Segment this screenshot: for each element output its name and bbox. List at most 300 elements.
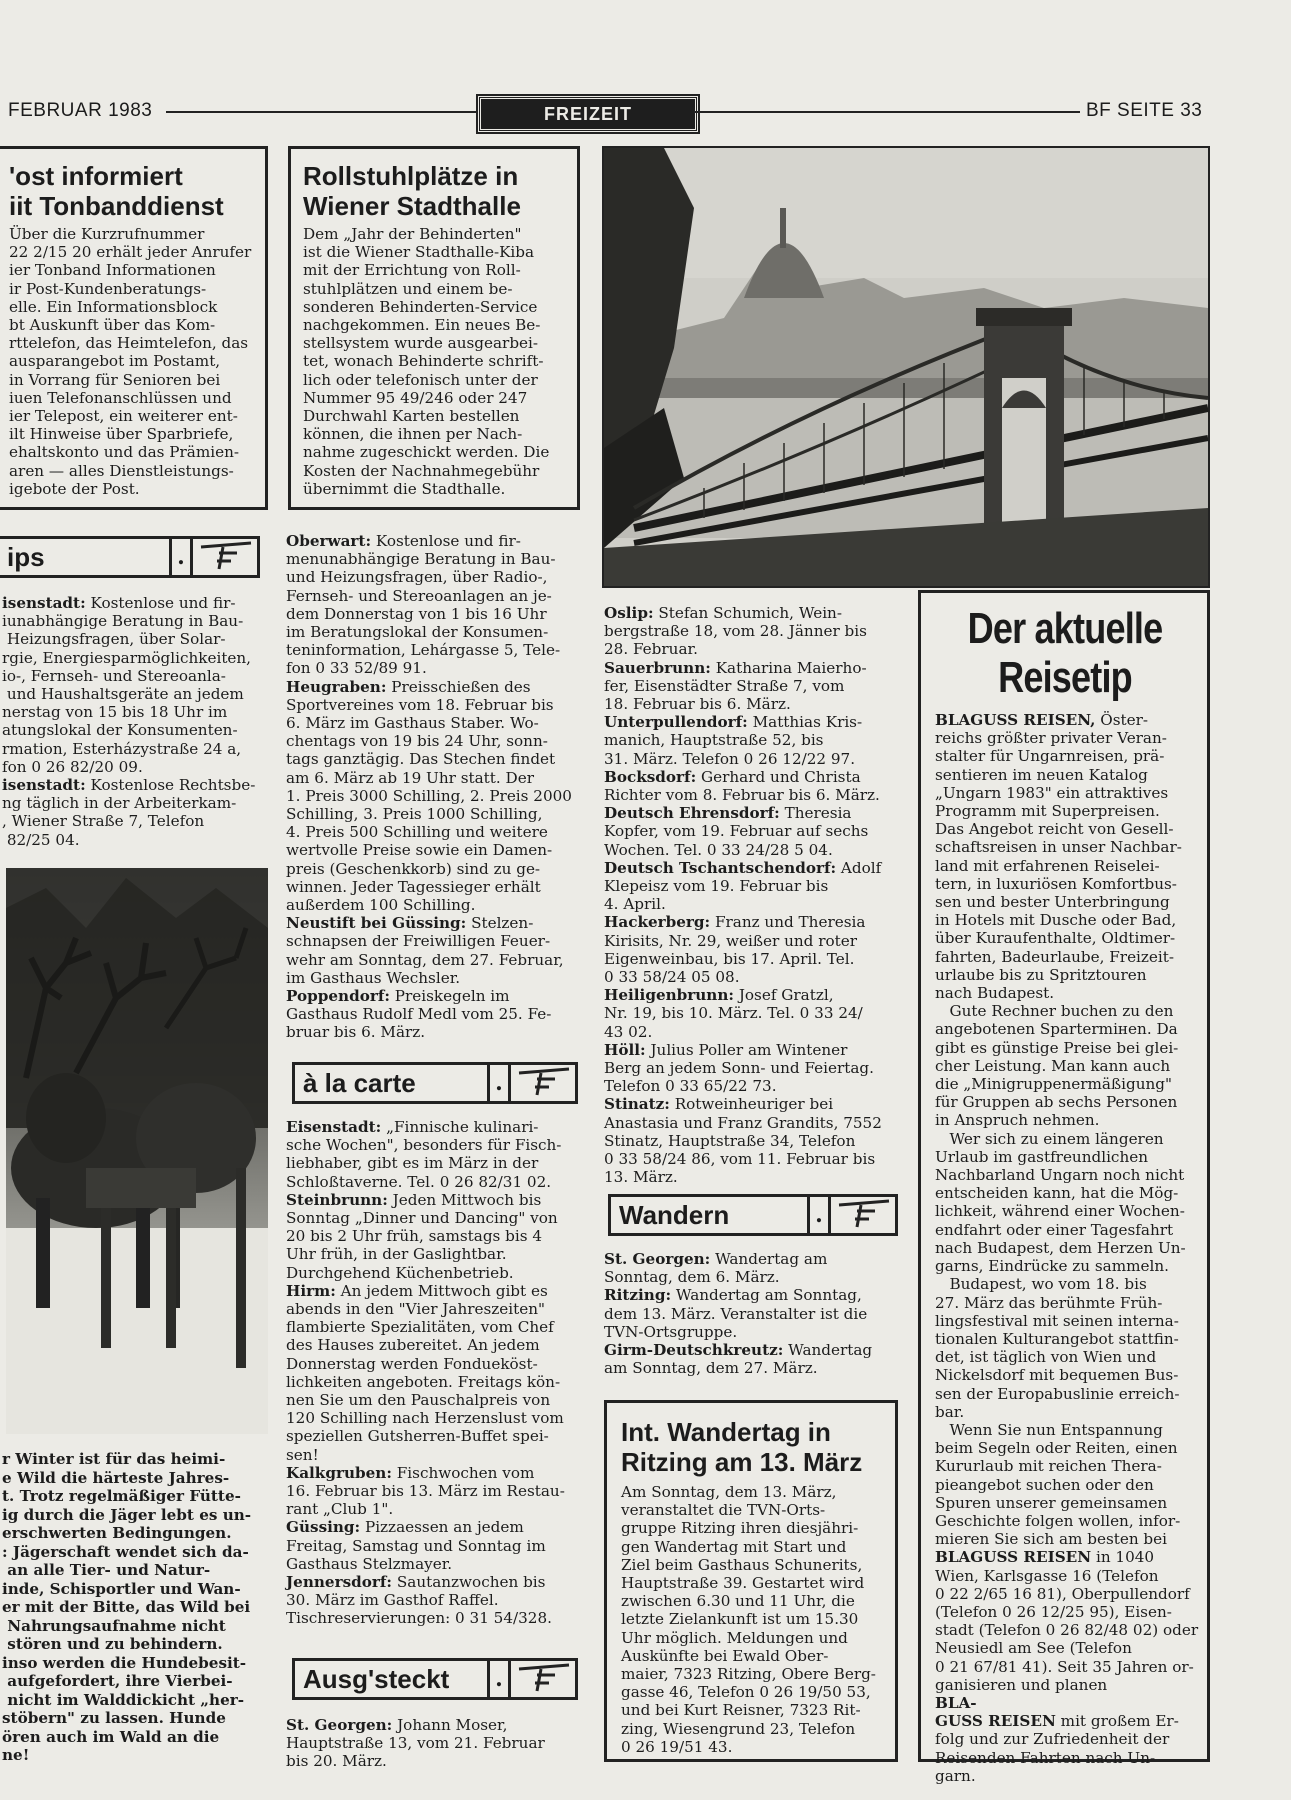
col3-line xyxy=(604,1041,898,1059)
col3-line xyxy=(604,695,898,713)
line-text: Pizzaessen an jedem xyxy=(360,1518,524,1537)
line-text: nen Sie um den Pauschalpreis von xyxy=(286,1391,551,1410)
line-text: atungslokal der Konsumenten- xyxy=(2,721,238,740)
col2-line xyxy=(286,787,580,805)
line-text: Wandertag am Sonntag, xyxy=(671,1286,862,1305)
col2-line xyxy=(286,678,580,696)
reisetip-line xyxy=(935,747,1195,765)
line-text: Neusiedl am See (Telefon xyxy=(935,1639,1132,1658)
header-date: FEBRUAR 1983 xyxy=(8,100,153,121)
line-text: 20 bis 2 Uhr früh, samstags bis 4 xyxy=(286,1227,543,1246)
col2-line xyxy=(286,1005,580,1023)
wandern-line xyxy=(604,1268,898,1286)
place-name: Unterpullendorf: xyxy=(604,713,748,732)
intwandertag-line: gasse 46, Telefon 0 26 19/50 53, xyxy=(621,1683,871,1702)
reisetip-line xyxy=(935,820,1195,838)
col2-line xyxy=(286,550,580,568)
place-name: Girm-Deutschkreutz: xyxy=(604,1341,784,1360)
col3-line xyxy=(604,731,898,749)
line-text: die „Minigruppenermäßigung" xyxy=(935,1075,1172,1094)
post-line: ier Telepost, ein weiterer ent- xyxy=(9,407,238,426)
deer-caption-line: : Jägerschaft wendet sich da- xyxy=(2,1542,249,1561)
deer-caption-line: stöbern" zu lassen. Hunde xyxy=(2,1709,226,1727)
line-text: speziellen Gutsherren-Buffet spei- xyxy=(286,1427,549,1446)
line-text: Sonntag, dem 6. März. xyxy=(604,1268,780,1287)
rollstuhl-line: Durchwahl Karten bestellen xyxy=(303,407,520,426)
deer-caption-line: erschwerten Bedingungen. xyxy=(2,1524,232,1542)
col2-line xyxy=(286,605,580,623)
line-text: Das Angebot reicht von Gesell- xyxy=(935,820,1174,839)
line-text: schnapsen der Freiwilligen Feuer- xyxy=(286,932,551,951)
col3-line xyxy=(604,1059,898,1077)
tips-line xyxy=(2,594,268,612)
line-text: in Hotels mit Dusche oder Bad, xyxy=(935,911,1177,930)
rollstuhl-line: stellsystem wurde ausgearbei- xyxy=(303,334,539,353)
line-text: sentieren im neuen Katalog xyxy=(935,765,1148,784)
reisetip-line xyxy=(935,1621,1199,1640)
rubric-dot-icon: . xyxy=(495,1070,503,1096)
line-text: Urlaub im gastfreundlichen xyxy=(935,1147,1148,1166)
line-text: abends in den "Vier Jahreszeiten" xyxy=(286,1300,545,1319)
col2-line xyxy=(286,805,580,823)
intwandertag-line: und bei Kurt Reisner, 7323 Rit- xyxy=(621,1701,861,1720)
rubric-dot-icon: . xyxy=(815,1202,823,1228)
line-text: Donnerstag werden Fondueköst- xyxy=(286,1354,538,1373)
rollstuhl-line: sonderen Behinderten-Service xyxy=(303,297,538,316)
line-text: sen der Europabuslinie erreich- xyxy=(935,1384,1180,1403)
line-text: Geschichte folgen wollen, infor- xyxy=(935,1511,1181,1530)
carte-line xyxy=(286,1264,580,1282)
col2-line xyxy=(286,696,580,714)
reisetip-line xyxy=(935,1002,1195,1020)
tips-line xyxy=(2,776,268,794)
tips-line xyxy=(2,649,268,667)
rollstuhl-line: tet, wonach Behinderte schrift- xyxy=(303,352,544,371)
place-name: BLAGUSS REISEN xyxy=(935,1548,1092,1567)
col3-line xyxy=(604,877,898,895)
col3-line xyxy=(604,822,898,840)
line-text: (Telefon 0 26 12/25 95), Eisen- xyxy=(935,1602,1172,1621)
reisetip-line xyxy=(935,1548,1195,1566)
line-text: Kostenlose und fir- xyxy=(371,532,521,550)
line-text: Wochen. Tel. 0 33 24/28 5 04. xyxy=(604,840,833,859)
line-text: Richter vom 8. Februar bis 6. März. xyxy=(604,786,880,805)
wandern-line xyxy=(604,1359,898,1377)
post-line: ier Tonband Informationen xyxy=(9,261,216,280)
deer-photo xyxy=(6,868,268,1434)
col3-line xyxy=(604,986,898,1004)
deer-caption-line: stören und zu behindern. xyxy=(2,1635,223,1653)
line-text: für Gruppen ab sechs Personen xyxy=(935,1093,1178,1112)
line-text: Jeden Mittwoch bis xyxy=(387,1190,542,1209)
rollstuhl-headline-line2: Wiener Stadthalle xyxy=(303,191,521,221)
line-text: Programm mit Superpreisen. xyxy=(935,802,1160,821)
deer-caption-line: nicht im Walddickicht „her- xyxy=(2,1690,245,1709)
intwandertag-line: maier, 7323 Ritzing, Obere Berg- xyxy=(621,1665,876,1684)
post-headline-line2: iit Tonbanddienst xyxy=(9,191,224,221)
line-text: lingsfestival mit seinen interna- xyxy=(935,1311,1179,1330)
tips-rubric-label: ips xyxy=(7,541,45,572)
place-name: Deutsch Ehrensdorf: xyxy=(604,804,780,823)
line-text: fer, Eisenstädter Straße 7, vom xyxy=(604,676,845,695)
reisetip-line xyxy=(935,1421,1195,1439)
reisetip-line xyxy=(935,1330,1195,1348)
line-text: mieren Sie sich am besten bei xyxy=(935,1530,1168,1549)
line-text: garn. xyxy=(935,1766,976,1785)
deer-caption-line: e Wild die härteste Jahres- xyxy=(2,1468,230,1487)
rollstuhl-headline-line1: Rollstuhlplätze in xyxy=(303,161,519,191)
reisetip-line xyxy=(935,838,1195,856)
col3-line xyxy=(604,659,898,677)
col3-line xyxy=(604,968,898,986)
col3-line xyxy=(604,804,898,822)
line-text: Josef Gratzl, xyxy=(734,986,834,1005)
post-line: igebote der Post. xyxy=(9,479,140,498)
intwandertag-line: letzte Zielankunft ist um 15.30 xyxy=(621,1610,859,1629)
line-text: Heizungsfragen, über Solar- xyxy=(2,630,226,649)
reisetip-line xyxy=(935,1312,1195,1330)
line-text: tags ganztägig. Das Stechen findet xyxy=(286,750,556,769)
rollstuhl-line: nachgekommen. Ein neues Be- xyxy=(303,316,541,335)
col3-line xyxy=(604,1114,898,1132)
line-text: Gasthaus Rudolf Medl vom 25. Fe- xyxy=(286,1005,552,1024)
line-text: Wandertag xyxy=(783,1341,873,1360)
carte-line xyxy=(286,1118,580,1136)
reisetip-line xyxy=(935,984,1195,1002)
ausgsteckt-line xyxy=(286,1734,580,1752)
reisetip-line xyxy=(935,929,1195,947)
pointing-hand-icon xyxy=(511,1065,575,1101)
col3-line xyxy=(604,950,898,968)
deer-caption xyxy=(2,1450,264,1765)
line-text: lichkeiten angeboten. Freitags kön- xyxy=(286,1372,561,1391)
col2-line xyxy=(286,841,580,859)
line-text: folg und zur Zufriedenheit der xyxy=(935,1730,1170,1749)
line-text: iunabhängige Beratung in Bau- xyxy=(2,612,244,631)
line-text: Wer sich zu einem längeren xyxy=(935,1129,1164,1148)
col3-line xyxy=(604,1095,898,1113)
reisetip-line xyxy=(935,1403,1195,1421)
place-name: St. Georgen: xyxy=(286,1716,393,1734)
intwandertag-line: Hauptstraße 39. Gestartet wird xyxy=(621,1574,865,1593)
wandern-line xyxy=(604,1305,898,1323)
tips-line xyxy=(2,812,268,830)
reisetip-line xyxy=(935,1603,1195,1621)
col3-line xyxy=(604,604,898,622)
intwandertag-line: zing, Wiesengrund 23, Telefon xyxy=(621,1719,856,1738)
wandern-line xyxy=(604,1341,898,1359)
deer-caption-line: an alle Tier- und Natur- xyxy=(2,1561,211,1579)
line-text: tionalen Kulturangebot stattfin- xyxy=(935,1329,1179,1348)
rollstuhl-line: übernimmt die Stadthalle. xyxy=(303,479,506,498)
line-text: dem Donnerstag von 1 bis 16 Uhr xyxy=(286,604,547,623)
deer-caption-line: Nahrungsaufnahme nicht xyxy=(2,1616,226,1635)
col2-line xyxy=(286,823,580,841)
line-text: winnen. Jeder Tagessieger erhält xyxy=(286,877,541,896)
line-text: Schloßtaverne. Tel. 0 26 82/31 02. xyxy=(286,1172,552,1191)
line-text: 0 22 2/65 16 81), Oberpullendorf xyxy=(935,1584,1190,1603)
reisetip-line xyxy=(935,1439,1195,1457)
col2-line xyxy=(286,568,580,586)
line-text: garns, Eindrücke zu sammeln. xyxy=(935,1257,1169,1276)
line-text: lichkeit, während einer Wochen- xyxy=(935,1202,1185,1221)
line-text: ng täglich in der Arbeiterkam- xyxy=(2,794,237,813)
line-text: manich, Hauptstraße 52, bis xyxy=(604,731,824,750)
carte-line xyxy=(286,1191,580,1209)
col2-line xyxy=(286,1023,580,1041)
reisetip-line xyxy=(935,1530,1195,1548)
line-text: bruar bis 6. März. xyxy=(286,1023,426,1042)
place-name: Oberwart: xyxy=(286,532,372,550)
carte-rubric-label: à la carte xyxy=(303,1067,416,1098)
reisetip-line xyxy=(935,1694,1195,1712)
deer-caption-line: er mit der Bitte, das Wild bei xyxy=(2,1598,251,1616)
line-text: bergstraße 18, vom 28. Jänner bis xyxy=(604,622,867,641)
post-line: aren — alles Dienstleistungs- xyxy=(9,461,234,480)
carte-line xyxy=(286,1355,580,1373)
line-text: Preisschießen des xyxy=(386,677,531,696)
line-text: Kostenlose und fir- xyxy=(85,594,236,612)
col2-line xyxy=(286,641,580,659)
line-text: Nickelsdorf mit bequemen Bus- xyxy=(935,1366,1179,1385)
carte-line xyxy=(286,1391,580,1409)
line-text: Gerhard und Christa xyxy=(696,767,861,786)
line-text: Gasthaus Stelzmayer. xyxy=(286,1554,453,1573)
line-text: rmation, Esterházystraße 24 a, xyxy=(2,739,242,758)
col3-line xyxy=(604,1168,898,1186)
reisetip-body xyxy=(935,711,1199,1785)
carte-line xyxy=(286,1482,580,1500)
reisetip-line xyxy=(935,784,1195,802)
col3-line xyxy=(604,640,898,658)
reisetip-line xyxy=(935,1239,1195,1257)
line-text: ganisieren und planen xyxy=(935,1675,1113,1694)
place-name: Poppendorf: xyxy=(286,987,390,1006)
wandern-line xyxy=(604,1286,898,1304)
ausgsteckt-rubric-label: Ausg'steckt xyxy=(303,1663,450,1694)
col2-line xyxy=(286,878,580,896)
carte-line xyxy=(286,1591,580,1609)
post-line: in Vorrang für Senioren bei xyxy=(9,370,221,389)
reisetip-line xyxy=(935,1093,1195,1111)
ausgsteckt-line xyxy=(286,1752,580,1770)
place-name: Höll: xyxy=(604,1040,646,1059)
line-text: 18. Februar bis 6. März. xyxy=(604,695,791,714)
reisetip-line xyxy=(935,948,1195,966)
post-body xyxy=(9,225,255,498)
line-text: gibt es günstige Preise bei glei- xyxy=(935,1038,1179,1057)
line-text: Schilling, 3. Preis 1000 Schilling, xyxy=(286,805,543,824)
place-name: Heiligenbrunn: xyxy=(604,986,734,1005)
line-text: Tischreservierungen: 0 31 54/328. xyxy=(286,1609,552,1628)
reisetip-headline-line2: Reisetip xyxy=(998,653,1132,702)
deer-caption-line: t. Trotz regelmäßiger Fütte- xyxy=(2,1487,241,1505)
line-text: preis (Geschenkkorb) sind zu ge- xyxy=(286,859,541,878)
line-text: endfahrt oder einer Tagesfahrt xyxy=(935,1220,1174,1239)
intwandertag-line: Uhr möglich. Meldungen und xyxy=(621,1628,848,1647)
line-text: Budapest, wo vom 18. bis xyxy=(935,1275,1147,1294)
line-text: Rotweinheuriger bei xyxy=(669,1095,834,1114)
place-name: isenstadt: xyxy=(2,594,86,612)
reisetip-line xyxy=(935,1348,1195,1366)
col3-line xyxy=(604,1132,898,1150)
carte-line xyxy=(286,1209,580,1227)
intwandertag-line: Am Sonntag, dem 13. März, xyxy=(621,1483,837,1501)
reisetip-line xyxy=(935,1366,1195,1384)
reisetip-line xyxy=(935,802,1195,820)
post-line: ir Post-Kundenberatungs- xyxy=(9,279,207,298)
line-text: nach Budapest. xyxy=(935,984,1055,1003)
line-text: Adolf xyxy=(836,858,882,877)
line-text: Johann Moser, xyxy=(392,1716,508,1734)
carte-line xyxy=(286,1537,580,1555)
line-text: sen und bester Unterbringung xyxy=(935,893,1170,912)
line-text: nach Budapest, dem Herzen Un- xyxy=(935,1238,1186,1257)
carte-line xyxy=(286,1300,580,1318)
line-text: Franz und Theresia xyxy=(710,913,866,932)
line-text: und Heizungsfragen, über Radio-, xyxy=(286,568,548,587)
reisetip-headline-line1: Der aktuelle xyxy=(967,604,1163,653)
carte-line xyxy=(286,1245,580,1263)
reisetip-line xyxy=(935,1585,1195,1603)
line-text: des Hauses zubereitet. An jedem xyxy=(286,1336,540,1355)
reisetip-line xyxy=(935,1385,1195,1403)
place-name: BLAGUSS REISEN, xyxy=(935,711,1096,729)
deer-caption-line: inso werden die Hundebesit- xyxy=(2,1653,247,1672)
carte-line xyxy=(286,1500,580,1518)
tips-line xyxy=(2,703,268,721)
place-name: Sauerbrunn: xyxy=(604,658,711,677)
carte-line xyxy=(286,1555,580,1573)
place-name: Ritzing: xyxy=(604,1286,672,1305)
reisetip-line xyxy=(935,1057,1195,1075)
place-name: Eisenstadt: xyxy=(286,1118,382,1136)
col2-line xyxy=(286,714,580,732)
line-text: Kirisits, Nr. 29, weißer und roter xyxy=(604,931,857,950)
reisetip-line xyxy=(935,1749,1195,1767)
line-text: cher Leistung. Man kann auch xyxy=(935,1056,1171,1075)
line-text: 31. März. Telefon 0 26 12/22 97. xyxy=(604,749,856,768)
col2-line xyxy=(286,914,580,932)
reisetip-line xyxy=(935,1294,1195,1312)
line-text: am Sonntag, dem 27. März. xyxy=(604,1359,818,1378)
section-title: FREIZEIT xyxy=(544,103,632,124)
ausgsteckt-line xyxy=(286,1716,580,1734)
line-text: 0 21 67/81 41). Seit 35 Jahren or- xyxy=(935,1657,1194,1676)
line-text: am 6. März ab 19 Uhr statt. Der xyxy=(286,768,534,787)
line-text: 27. März das berühmte Früh- xyxy=(935,1293,1163,1312)
line-text: Stelzen- xyxy=(466,914,534,933)
line-text: Klepeisz vom 19. Februar bis xyxy=(604,877,829,896)
col3-line xyxy=(604,841,898,859)
line-text: „Finnische kulinari- xyxy=(381,1118,539,1136)
carte-body xyxy=(286,1118,580,1628)
reisetip-line xyxy=(935,1257,1195,1275)
reisetip-line xyxy=(935,1148,1195,1166)
place-name: Kalkgruben: xyxy=(286,1463,392,1482)
place-name: Hackerberg: xyxy=(604,913,711,932)
post-line: iuen Telefonanschlüssen und xyxy=(9,388,232,407)
line-text: 0 33 58/24 05 08. xyxy=(604,968,740,987)
line-text: angebotenen Spartermінen. Da xyxy=(935,1020,1178,1039)
col3-line xyxy=(604,677,898,695)
line-text: Wien, Karlsgasse 16 (Telefon xyxy=(935,1566,1159,1585)
col2-line xyxy=(286,969,580,987)
rollstuhl-line: Kosten der Nachnahmegebühr xyxy=(303,461,540,480)
place-name: Heugraben: xyxy=(286,677,387,696)
line-text: entscheiden kann, hat die Mög- xyxy=(935,1184,1179,1203)
col2-line xyxy=(286,860,580,878)
carte-line xyxy=(286,1136,580,1154)
place-name: Güssing: xyxy=(286,1518,361,1537)
line-text: pieangebot suchen oder den xyxy=(935,1475,1154,1494)
col2-line xyxy=(286,951,580,969)
col2-line xyxy=(286,587,580,605)
intwandertag-body xyxy=(621,1483,883,1756)
line-text: Sportvereines vom 18. Februar bis xyxy=(286,695,554,714)
col2-line xyxy=(286,769,580,787)
deer-caption-line: ig durch die Jäger lebt es un- xyxy=(2,1505,252,1524)
line-text: Hauptstraße 13, vom 21. Februar xyxy=(286,1734,545,1753)
tips-line xyxy=(2,685,268,703)
intwandertag-line: 0 26 19/51 43. xyxy=(621,1737,733,1756)
line-text: Theresia xyxy=(779,804,852,823)
col3-line xyxy=(604,859,898,877)
deer-caption-line: ne! xyxy=(2,1746,30,1764)
reisetip-line xyxy=(935,1457,1195,1475)
line-text: land mit erfahrenen Reiselei- xyxy=(935,856,1160,875)
line-text: Nr. 19, bis 10. März. Tel. 0 33 24/ xyxy=(604,1004,863,1023)
rollstuhl-line: stuhlplätzen und einem be- xyxy=(303,279,513,298)
reisetip-line xyxy=(935,729,1195,747)
reisetip-line xyxy=(935,1184,1195,1202)
line-text: io-, Fernseh- und Stereoanla- xyxy=(2,666,226,685)
intwandertag-headline-line1: Int. Wandertag in xyxy=(621,1417,831,1447)
post-headline-line1: 'ost informiert xyxy=(9,161,183,191)
line-text: 43 02. xyxy=(604,1022,653,1041)
section-banner xyxy=(478,96,698,132)
line-text: „Ungarn 1983" ein attraktives xyxy=(935,783,1169,802)
col2-line xyxy=(286,623,580,641)
reisetip-line xyxy=(935,1567,1195,1585)
reisetip-line xyxy=(935,1075,1195,1093)
line-text: , Wiener Straße 7, Telefon xyxy=(2,812,205,831)
col3-line xyxy=(604,1004,898,1022)
line-text: beim Segeln oder Reiten, einen xyxy=(935,1439,1178,1458)
carte-rubric xyxy=(292,1062,578,1104)
col2-line xyxy=(286,750,580,768)
tips-line xyxy=(2,667,268,685)
line-text: Wenn Sie nun Entspannung xyxy=(935,1420,1163,1439)
line-text: Eigenweinbau, bis 17. April. Tel. xyxy=(604,949,855,968)
line-text: Telefon 0 33 65/22 73. xyxy=(604,1077,777,1096)
deer-caption-line: r Winter ist für das heimi- xyxy=(2,1450,226,1468)
line-text: Kururlaub mit reichen Thera- xyxy=(935,1457,1162,1476)
line-text: Matthias Kris- xyxy=(747,713,863,732)
line-text: stadt (Telefon 0 26 82/48 02) oder xyxy=(935,1621,1199,1640)
deer-photo-image xyxy=(6,868,268,1434)
reisetip-box xyxy=(918,590,1210,1785)
line-text: wehr am Sonntag, dem 27. Februar, xyxy=(286,950,564,969)
line-text: Reisenden Fahrten nach Un- xyxy=(935,1748,1156,1767)
line-text: menunabhängige Beratung in Bau- xyxy=(286,550,556,569)
place-name: Stinatz: xyxy=(604,1095,670,1114)
line-text: Katharina Maierho- xyxy=(710,658,867,677)
header-rule-left xyxy=(166,111,476,113)
carte-line xyxy=(286,1427,580,1445)
col3-line xyxy=(604,750,898,768)
place-name: BLA- xyxy=(935,1693,977,1712)
